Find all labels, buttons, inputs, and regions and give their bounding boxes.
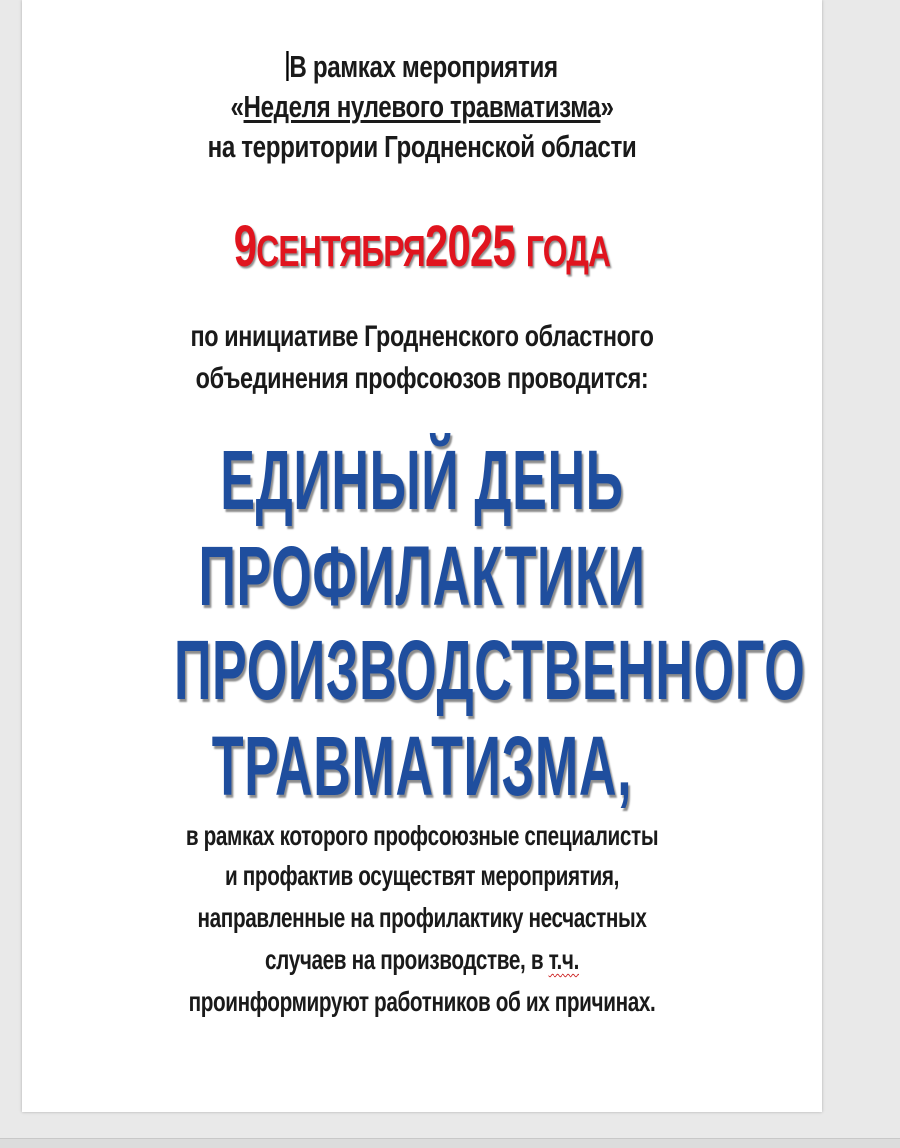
next-page-edge <box>0 1138 900 1148</box>
headline-line-1: ЕДИНЫЙ ДЕНЬ <box>220 433 624 527</box>
event-name: Неделя нулевого травматизма <box>243 89 601 124</box>
initiative-line-1: по инициативе Гродненского областного <box>190 320 654 353</box>
details-line-1: в рамках которого профсоюзные специалисты <box>185 820 659 851</box>
document-page <box>22 0 822 1112</box>
date-year: 2025 <box>424 214 516 279</box>
event-date <box>134 212 710 287</box>
intro-line-2: «Неделя нулевого травматизма» <box>230 89 614 124</box>
intro-line-3: на территории Гродненской области <box>207 129 637 164</box>
spellcheck-marked-word: т.ч. <box>548 944 579 975</box>
headline-line-2: ПРОФИЛАКТИКИ <box>198 529 646 623</box>
details-line-2: и профактив осуществят мероприятия, <box>225 860 619 891</box>
initiative-line-2: объединения профсоюзов проводится: <box>195 362 649 395</box>
details-line-3: направленные на профилактику несчастных <box>197 902 647 933</box>
headline-line-3: ПРОИЗВОДСТВЕННОГО <box>174 623 806 717</box>
intro-line-1: В рамках мероприятия <box>110 48 734 86</box>
date-suffix: ГОДА <box>525 227 611 276</box>
date-month: СЕНТЯБРЯ <box>256 227 425 276</box>
text-cursor <box>286 51 288 81</box>
date-day: 9 <box>233 214 257 279</box>
details-line-5: проинформируют работников об их причинах. <box>188 986 656 1017</box>
headline-line-4: ТРАВМАТИЗМА, <box>211 719 633 813</box>
details-line-4: случаев на производстве, в т.ч. <box>265 944 579 975</box>
